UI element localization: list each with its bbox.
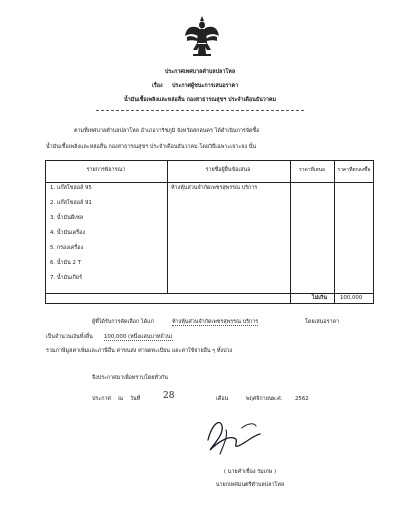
- date-year-label: พ.ศ.: [272, 396, 283, 402]
- subject-label: เรื่อง: [152, 83, 163, 89]
- list-item: 7. น้ำมันเกียร์: [50, 275, 82, 281]
- body-line-2: น้ำมันเชื้อเพลิงและหล่อลื่น กองสาธารณสุขฯ ประจำเดือนธันวาคม โดยวิธีเฉพาะเจาะจง นั้น: [46, 144, 257, 150]
- garuda-emblem-icon: [184, 14, 220, 58]
- body-line-1: ตามที่เทศบาลตำบลปลาโหล อำเภอวาริชภูมิ จังหวัดสกลนคร ได้ดำเนินการจัดซื้อ: [74, 128, 260, 134]
- org-title: ประกาศเทศบาลตำบลปลาโหล: [164, 69, 236, 75]
- award-winner: ห้างหุ้นส่วนจำกัดเพชรสุพรรณ บริการ: [172, 319, 259, 325]
- announce-text: จึงประกาศมาเพื่อทราบโดยทั่วกัน: [92, 375, 168, 381]
- date-month-label: เดือน: [216, 396, 229, 402]
- col-header-agreed-price: ราคาที่ตกลงซื้อ: [337, 167, 371, 173]
- award-label: ผู้ที่ได้รับการคัดเลือก ได้แก่: [92, 319, 154, 325]
- list-item: 1. แก๊สโซฮอล์ 95: [50, 185, 92, 191]
- total-label: ไม่เกิน: [312, 295, 328, 301]
- subject: ประกาศผู้ชนะการเสนอราคา: [172, 83, 239, 89]
- award-amount-label: เป็นจำนวนเงินทั้งสิ้น: [46, 334, 93, 340]
- total-value: 100,000: [340, 295, 363, 301]
- list-item: 2. แก๊สโซฮอล์ 91: [50, 200, 92, 206]
- date-day-label: วันที่: [130, 396, 141, 402]
- date-day: 28: [163, 391, 175, 401]
- signer-title: นายกเทศมนตรีตำบลปลาโหล: [215, 482, 285, 488]
- signer-name: ( นายคำเชื่อง ร่มเกษ ): [223, 469, 277, 475]
- bidder-name: ห้างหุ้นส่วนจำกัดเพชรสุพรรณ บริการ: [171, 185, 258, 191]
- award-amount: 100,000 (หนึ่งแสนบาทถ้วน): [104, 334, 173, 340]
- date-prefix: ประกาศ: [92, 396, 111, 402]
- award-tax-note: รวมภาษีมูลค่าเพิ่มและภาษีอื่น ค่าขนส่ง ค่าจดทะเบียน และค่าใช้จ่ายอื่น ๆ ทั้งปวง: [46, 348, 233, 354]
- award-offer-label: โดยเสนอราคา: [305, 319, 340, 325]
- item-title: น้ำมันเชื้อเพลิงและหล่อลื่น กองสาธารณสุขฯ ประจำเดือนธันวาคม: [123, 97, 277, 103]
- header-divider: [96, 110, 304, 111]
- list-item: 3. น้ำมันดีเซล: [50, 215, 84, 221]
- date-month: พฤศจิกายน: [246, 396, 273, 402]
- col-header-items: รายการพิจารณา: [86, 167, 126, 173]
- date-at: ณ: [118, 396, 124, 402]
- signature: [198, 410, 268, 458]
- list-item: 4. น้ำมันเครื่อง: [50, 230, 86, 236]
- date-year: 2562: [295, 396, 309, 402]
- list-item: 6. น้ำมัน 2 T: [50, 260, 81, 266]
- col-header-offered-price: ราคาที่เสนอ: [298, 167, 326, 173]
- col-header-bidders: รายชื่อผู้ยื่นข้อเสนอ: [205, 167, 251, 173]
- list-item: 5. กรองเครื่อง: [50, 245, 84, 251]
